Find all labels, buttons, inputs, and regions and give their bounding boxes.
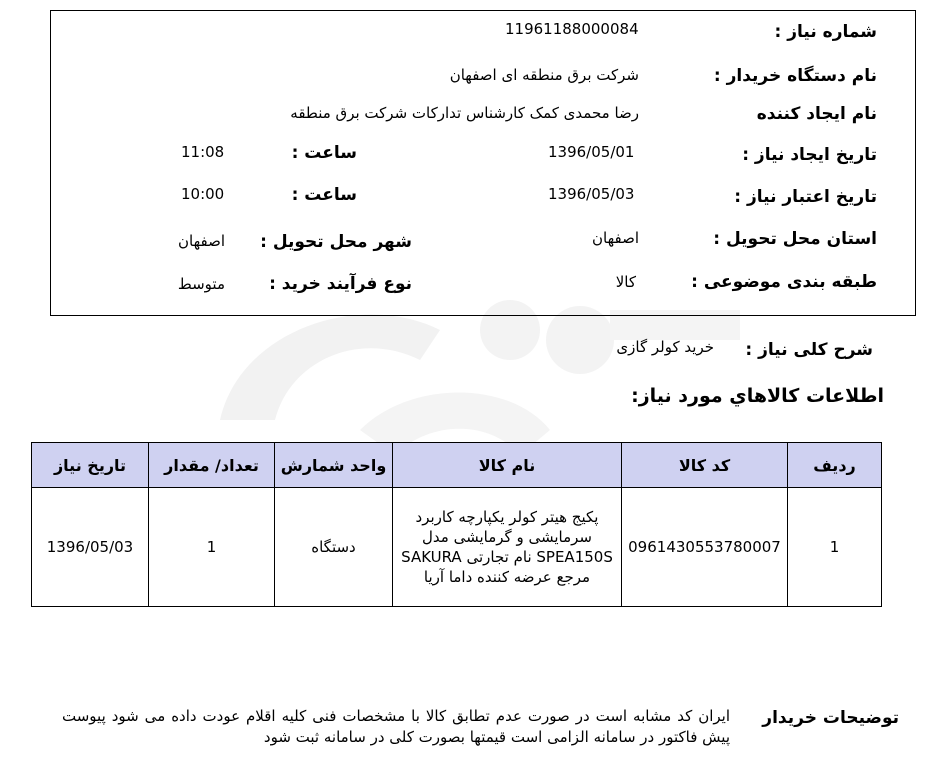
cell-code: 0961430553780007 — [622, 488, 788, 607]
cell-qty: 1 — [149, 488, 275, 607]
goods-table — [31, 442, 882, 607]
col-header-date: تاریخ نیاز — [32, 443, 149, 488]
process-value: متوسط — [177, 275, 225, 293]
col-header-unit: واحد شمارش — [275, 443, 393, 488]
notes-label: توضیحات خریدار — [762, 708, 899, 728]
buyer-label: نام دستگاه خریدار : — [713, 66, 877, 86]
creator-value: رضا محمدی کمک کارشناس تدارکات شرکت برق منطقه — [290, 104, 639, 122]
valid-time-label: ساعت : — [291, 185, 357, 205]
valid-date: 1396/05/03 — [548, 185, 635, 203]
process-label: نوع فرآیند خرید : — [269, 274, 412, 294]
col-header-qty: تعداد/ مقدار — [149, 443, 275, 488]
created-time-label: ساعت : — [291, 143, 357, 163]
province-value: اصفهان — [592, 229, 639, 247]
created-date-label: تاریخ ایجاد نیاز : — [742, 145, 877, 165]
city-value: اصفهان — [178, 232, 225, 250]
col-header-code: کد کالا — [622, 443, 788, 488]
need-number: 1196118800008‭4 — [505, 20, 639, 38]
cell-name: پکیج هیتر کولر یکپارچه کاربرد سرمایشی و گرمایشی مدل SPEA150S نام تجارتی SAKURA مرجع عرضه کننده داما آریا — [393, 488, 622, 607]
category-value: کالا — [615, 273, 636, 291]
cell-unit: دستگاه — [275, 488, 393, 607]
summary-label: شرح کلی نیاز : — [745, 340, 873, 360]
goods-section-title: اطلاعات کالاهاي مورد نیاز: — [631, 385, 884, 407]
city-label: شهر محل تحویل : — [260, 232, 412, 252]
province-label: استان محل تحویل : — [713, 229, 877, 249]
created-date: 1396/05/01 — [548, 143, 635, 161]
buyer-value: شرکت برق منطقه ای اصفهان — [449, 66, 639, 84]
col-header-name: نام کالا — [393, 443, 622, 488]
valid-time: 10:00 — [181, 185, 225, 203]
creator-label: نام ایجاد کننده — [756, 104, 877, 124]
created-time: 11:08 — [181, 143, 225, 161]
need-number-label: شماره نیاز : — [774, 22, 877, 42]
cell-row-number: 1 — [788, 488, 882, 607]
category-label: طبقه بندی موضوعی : — [691, 272, 877, 292]
cell-date: 1396/05/03 — [32, 488, 149, 607]
notes-text: ایران کد مشابه است در صورت عدم تطابق کالا با مشخصات فنی کلیه اقلام عودت داده می شود پیوست پیش فاکتور در سامانه الزامی است قیمتها بصورت کلی در سامانه ثبت شود — [62, 707, 730, 746]
valid-date-label: تاریخ اعتبار نیاز : — [734, 187, 877, 207]
table-header-row — [32, 443, 882, 488]
table-row — [32, 488, 882, 607]
summary-value: خرید کولر گازی — [616, 338, 714, 356]
col-header-row-number: ردیف — [788, 443, 882, 488]
